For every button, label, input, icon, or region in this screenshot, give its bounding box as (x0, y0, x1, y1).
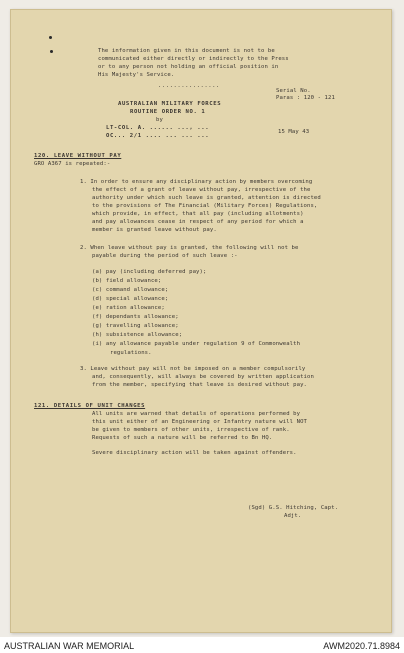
item-2-line: payable during the period of such leave :- (92, 253, 238, 259)
header-line: OC... 2/1 .... ... ... ... (106, 133, 210, 139)
allowance-item: regulations. (110, 350, 152, 356)
item-1-line: and pay allowances cease in respect of any period for which a (92, 219, 304, 225)
para-121-line: this unit either of an Engineering or Infantry nature will NOT (92, 419, 307, 425)
institution-label: AUSTRALIAN WAR MEMORIAL (4, 641, 135, 651)
header-line: LT-COL. A. ...... ..., ... (106, 125, 210, 131)
para-121-line: All units are warned that details of operations performed by (92, 411, 301, 417)
security-notice-line: His Majesty's Service. (98, 72, 175, 78)
para-121-line: Requests of such a nature will be referred to Bn HQ. (92, 435, 273, 441)
signature-title: Adjt. (284, 513, 302, 519)
footer-bar (0, 637, 404, 653)
header-line: by (156, 117, 163, 123)
punch-hole (50, 50, 53, 53)
item-3-line: 3. Leave without pay will not be imposed on a member compulsorily (80, 366, 306, 372)
para-120-heading: 120. LEAVE WITHOUT PAY (34, 153, 122, 159)
separator-dots: ................ (158, 83, 220, 89)
serial-no: Serial No. (276, 88, 311, 94)
header-line: AUSTRALIAN MILITARY FORCES (118, 101, 222, 107)
allowance-item: (f) dependants allowance; (92, 314, 179, 320)
item-1-line: the effect of a grant of leave without pay, irrespective of the (92, 187, 311, 193)
allowance-item: (g) travelling allowance; (92, 323, 179, 329)
item-1-line: authority under which such leave is granted, attention is directed (92, 195, 321, 201)
header-line: ROUTINE ORDER NO. 1 (130, 109, 206, 115)
para-120-ref: GRO A367 is repeated:- (34, 161, 111, 167)
punch-hole (49, 36, 52, 39)
document-date: 15 May 43 (278, 129, 310, 135)
para-121-heading: 121. DETAILS OF UNIT CHANGES (34, 403, 146, 409)
allowance-item: (d) special allowance; (92, 296, 169, 302)
security-notice-line: or to any person not holding an official position in (98, 64, 279, 70)
allowance-item: (i) any allowance payable under regulation 9 of Commonwealth (92, 341, 301, 347)
item-1-line: to the provisions of The Financial (Military Forces) Regulations, (92, 203, 318, 209)
paras: Paras : 120 - 121 (276, 95, 335, 101)
allowance-item: (h) subsistence allowance; (92, 332, 183, 338)
item-1-line: which provide, in effect, that all pay (including allotments) (92, 211, 304, 217)
security-notice-line: The information given in this document is not to be (98, 48, 275, 54)
item-3-line: and, consequently, will always be covered by written application (92, 374, 314, 380)
allowance-item: (a) pay (including deferred pay); (92, 269, 207, 275)
item-1-line: 1. In order to ensure any disciplinary action by members overcoming (80, 179, 313, 185)
allowance-item: (b) field allowance; (92, 278, 162, 284)
item-1-line: member is granted leave without pay. (92, 227, 217, 233)
item-3-line: from the member, specifying that leave is desired without pay. (92, 382, 307, 388)
para-121-line: be given to members of other units, irrespective of rank. (92, 427, 290, 433)
item-2-line: 2. When leave without pay is granted, the following will not be (80, 245, 299, 251)
allowance-item: (e) ration allowance; (92, 305, 165, 311)
accession-number: AWM2020.71.8984 (323, 641, 400, 651)
signature: (Sgd) G.S. Hitching, Capt. (248, 505, 339, 511)
para-121-line: Severe disciplinary action will be taken against offenders. (92, 450, 297, 456)
security-notice-line: communicated either directly or indirectly to the Press (98, 56, 289, 62)
document-page (10, 9, 392, 633)
allowance-item: (c) command allowance; (92, 287, 169, 293)
